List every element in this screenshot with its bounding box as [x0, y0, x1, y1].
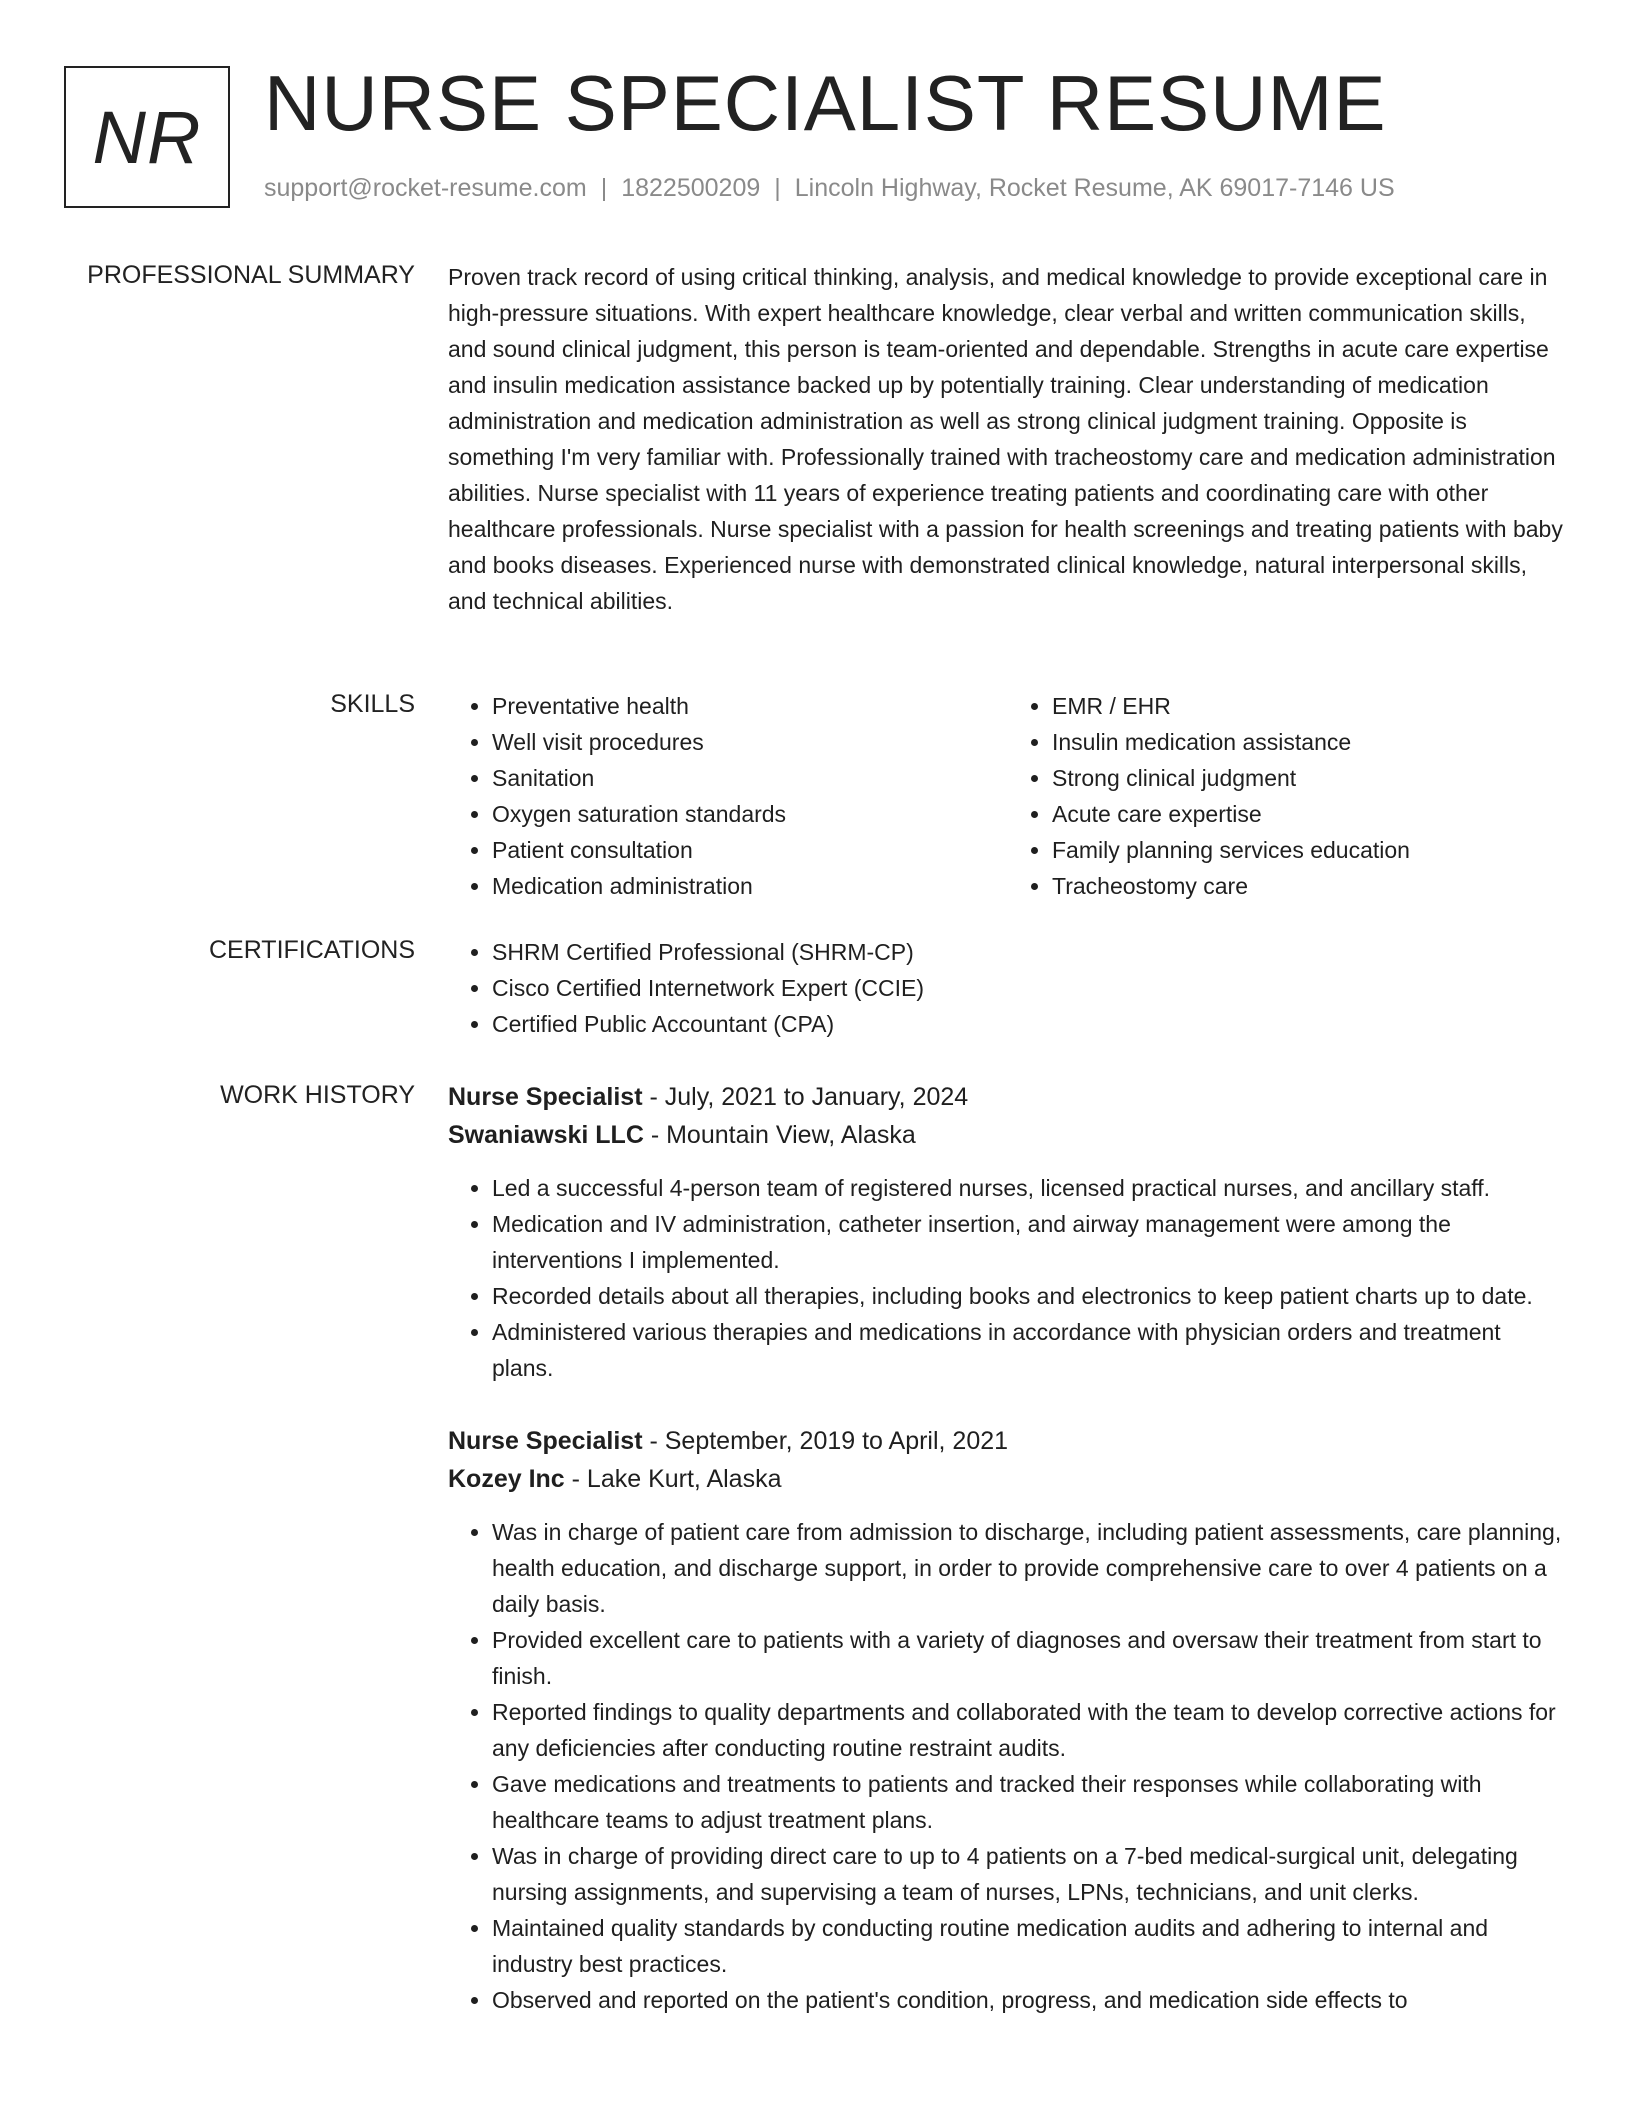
job-bullet: • Was in charge of providing direct care to up to 4 patients on a 7-bed medical-surgical unit, delegating nursing assignments, and supervising a team of nurses, LPNs, technicians, and unit clerks. [492, 1838, 1568, 1910]
work-history-body [448, 1078, 1568, 2018]
contact-address: Lincoln Highway, Rocket Resume, AK 69017-7146 US [794, 174, 1395, 202]
contact-line [264, 174, 1395, 203]
job-location: - Lake Kurt, Alaska [564, 1465, 782, 1493]
job-bullets [448, 1170, 1568, 1386]
contact-phone[interactable]: 1822500209 [621, 174, 761, 202]
section-label-certifications: CERTIFICATIONS [208, 936, 415, 964]
section-label-skills: SKILLS [330, 690, 415, 718]
job-dates: - July, 2021 to January, 2024 [642, 1083, 969, 1111]
job-bullet: • Led a successful 4-person team of registered nurses, licensed practical nurses, and ancillary staff. [492, 1170, 1568, 1206]
certification-item: • Cisco Certified Internetwork Expert (CCIE) [492, 970, 1568, 1006]
skill-item: • Strong clinical judgment [1052, 760, 1568, 796]
job-bullet: • Gave medications and treatments to patients and tracked their responses while collaborating with healthcare teams to adjust treatment plans. [492, 1766, 1568, 1838]
section-label-work-history: WORK HISTORY [220, 1081, 415, 1109]
certifications-list [448, 934, 1568, 1042]
section-label-summary: PROFESSIONAL SUMMARY [87, 261, 415, 289]
skill-item: • Family planning services education [1052, 832, 1568, 868]
job-company: Kozey Inc [448, 1465, 565, 1493]
job-title: Nurse Specialist [448, 1083, 643, 1111]
job-bullet: • Reported findings to quality departments and collaborated with the team to develop corrective actions for any deficiencies after conducting routine restraint audits. [492, 1694, 1568, 1766]
job-title: Nurse Specialist [448, 1427, 643, 1455]
job-bullet: • Was in charge of patient care from admission to discharge, including patient assessments, care planning, health education, and discharge support, in order to provide comprehensive care to over 4 patients on a daily basis. [492, 1514, 1568, 1622]
skills-column-right [1008, 688, 1568, 904]
job-bullets [448, 1514, 1568, 2018]
certification-item: • Certified Public Accountant (CPA) [492, 1006, 1568, 1042]
skills-list [448, 688, 1568, 904]
job-company-line [448, 1116, 1568, 1154]
job-title-line [448, 1422, 1568, 1460]
resume-title: NURSE SPECIALIST RESUME [264, 59, 1387, 147]
job-bullet: • Recorded details about all therapies, including books and electronics to keep patient charts up to date. [492, 1278, 1568, 1314]
skill-item: • Acute care expertise [1052, 796, 1568, 832]
skills-column-left [448, 688, 1008, 904]
job-dates: - September, 2019 to April, 2021 [642, 1427, 1009, 1455]
skill-item: • Patient consultation [492, 832, 1008, 868]
job-bullet: • Maintained quality standards by conducting routine medication audits and adhering to internal and industry best practices. [492, 1910, 1568, 1982]
skill-item: • Insulin medication assistance [1052, 724, 1568, 760]
contact-email[interactable]: support@rocket-resume.com [264, 174, 587, 202]
contact-separator: | [600, 174, 608, 202]
job-bullet: • Medication and IV administration, catheter insertion, and airway management were among the interventions I implemented. [492, 1206, 1568, 1278]
skill-item: • Tracheostomy care [1052, 868, 1568, 904]
monogram-logo [64, 66, 230, 208]
skill-item: • Sanitation [492, 760, 1008, 796]
skill-item: • Well visit procedures [492, 724, 1008, 760]
job-bullet: • Administered various therapies and medications in accordance with physician orders and treatment plans. [492, 1314, 1568, 1386]
job-bullet: • Provided excellent care to patients with a variety of diagnoses and oversaw their treatment from start to finish. [492, 1622, 1568, 1694]
job-bullet: • Observed and reported on the patient's condition, progress, and medication side effects to [492, 1982, 1568, 2018]
skill-item: • Preventative health [492, 688, 1008, 724]
skill-item: • Oxygen saturation standards [492, 796, 1008, 832]
job-entry [448, 1422, 1568, 2018]
summary-text: Proven track record of using critical thinking, analysis, and medical knowledge to provide exceptional care in high-pressure situations. With expert healthcare knowledge, clear verbal and written communication skills, and sound clinical judgment, this person is team-oriented and dependable. Strengths in acute care expertise and insulin medication assistance backed up by potentially training. Clear understanding of medication administration and medication administration as well as strong clinical judgment training. Opposite is something I'm very familiar with. Professionally trained with tracheostomy care and medication administration abilities. Nurse specialist with 11 years of experience treating patients and coordinating care with other healthcare professionals. Nurse specialist with a passion for health screenings and treating patients with baby and books diseases. Experienced nurse with demonstrated clinical knowledge, natural interpersonal skills, and technical abilities. [448, 264, 1563, 614]
job-title-line [448, 1078, 1568, 1116]
job-entry [448, 1078, 1568, 1386]
job-location: - Mountain View, Alaska [643, 1121, 916, 1149]
certification-item: • SHRM Certified Professional (SHRM-CP) [492, 934, 1568, 970]
job-company-line [448, 1460, 1568, 1498]
job-company: Swaniawski LLC [448, 1121, 644, 1149]
skill-item: • Medication administration [492, 868, 1008, 904]
skill-item: • EMR / EHR [1052, 688, 1568, 724]
initials: NR [92, 95, 202, 179]
contact-separator: | [774, 174, 781, 202]
